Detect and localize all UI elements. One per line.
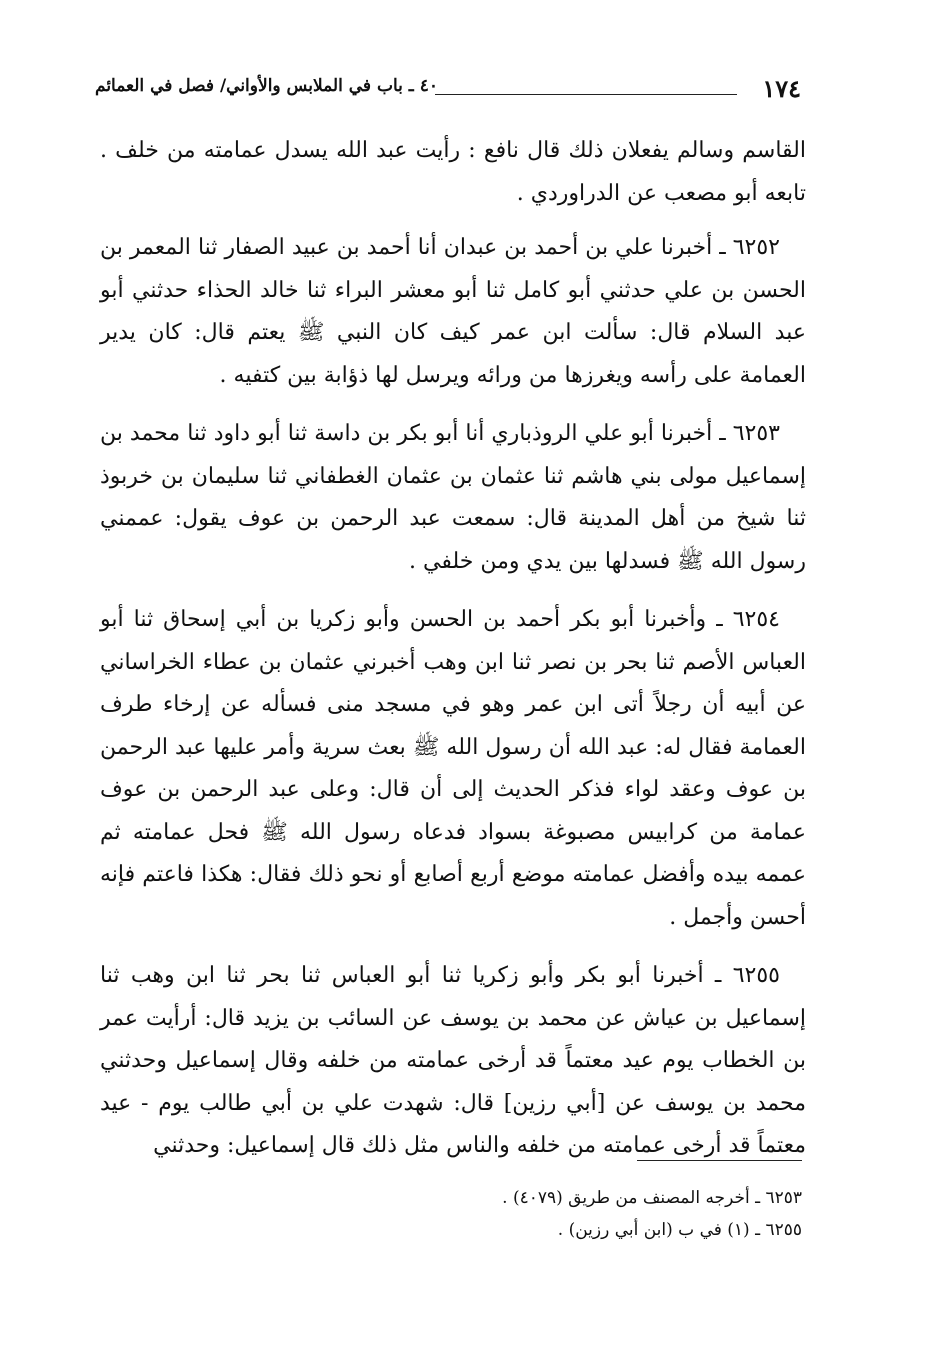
header-rule — [435, 94, 737, 95]
hadith-6252: ٦٢٥٢ ـ أخبرنا علي بن أحمد بن عبدان أنا أحمد بن عبيد الصفار ثنا المعمر بن الحسن بن علي حدثني أبو كامل ثنا أبو معشر البراء ثنا خالد الحذاء حدثني أبو عبد السلام قال: سألت ابن عمر كيف كان النبي ﷺ يعتم قال: كان يدير العمامة على رأسه ويغرزها من ورائه ويرسل لها ذؤابة بين كتفيه . — [100, 235, 806, 388]
main-text — [100, 130, 806, 1184]
hadith-6255: ٦٢٥٥ ـ أخبرنا أبو بكر وأبو زكريا ثنا أبو العباس ثنا بحر ثنا ابن وهب ثنا إسماعيل بن عياش عن محمد بن يوسف عن السائب بن يزيد قال: أرأيت عمر بن الخطاب يوم عيد معتماً قد أرخى عمامته من خلفه وقال إسماعيل وحدثني محمد بن يوسف عن [أبي رزين] قال: شهدت علي بن أبي طالب يوم - عيد معتماً قد أرخى عمامته من خلفه والناس مثل ذلك قال إسماعيل: وحدثني — [100, 963, 806, 1158]
footnote-6253: ٦٢٥٣ ـ أخرجه المصنف من طريق (٤٠٧٩) . — [502, 1188, 802, 1208]
hadith-6254: ٦٢٥٤ ـ وأخبرنا أبو بكر أحمد بن الحسن وأبو زكريا بن أبي إسحاق ثنا أبو العباس الأصم ثنا بحر بن نصر ثنا ابن وهب أخبرني عثمان بن عطاء الخراساني عن أبيه أن رجلاً أتى ابن عمر وهو في مسجد منى فسأله عن إرخاء طرف العمامة فقال له: عبد الله أن رسول الله ﷺ بعث سرية وأمر عليها عبد الرحمن بن عوف وعقد لواء فذكر الحديث إلى أن قال: وعلى عبد الرحمن بن عوف عمامة من كرابيس مصبوغة بسواد فدعاه رسول الله ﷺ فحل عمامته ثم عممه بيده وأفضل عمامته موضع أربع أصابع أو نحو ذلك فقال: هكذا فاعتم فإنه أحسن وأجمل . — [100, 607, 807, 930]
paragraph-continuation: القاسم وسالم يفعلان ذلك قال نافع : رأيت عبد الله يسدل عمامته من خلف . تابعه أبو مصعب عن الدراوردي . — [100, 138, 806, 206]
footnote-divider — [637, 1160, 802, 1161]
footnotes — [202, 1182, 802, 1246]
footnote-6255: ٦٢٥٥ ـ (١) في ب (ابن أبي رزين) . — [557, 1220, 802, 1240]
hadith-6253: ٦٢٥٣ ـ أخبرنا أبو علي الروذباري أنا أبو بكر بن داسة ثنا أبو داود ثنا محمد بن إسماعيل مولى بني هاشم ثنا عثمان بن عثمان الغطفاني ثنا سليمان بن خربوذ ثنا شيخ من أهل المدينة قال: سمعت عبد الرحمن بن عوف يقول: عممني رسول الله ﷺ فسدلها بين يدي ومن خلفي . — [100, 421, 806, 574]
running-title: ٤٠ ـ باب في الملابس والأواني/ فصل في العمائم — [95, 76, 438, 96]
page-header — [95, 72, 801, 112]
page-number: ١٧٤ — [762, 74, 801, 103]
